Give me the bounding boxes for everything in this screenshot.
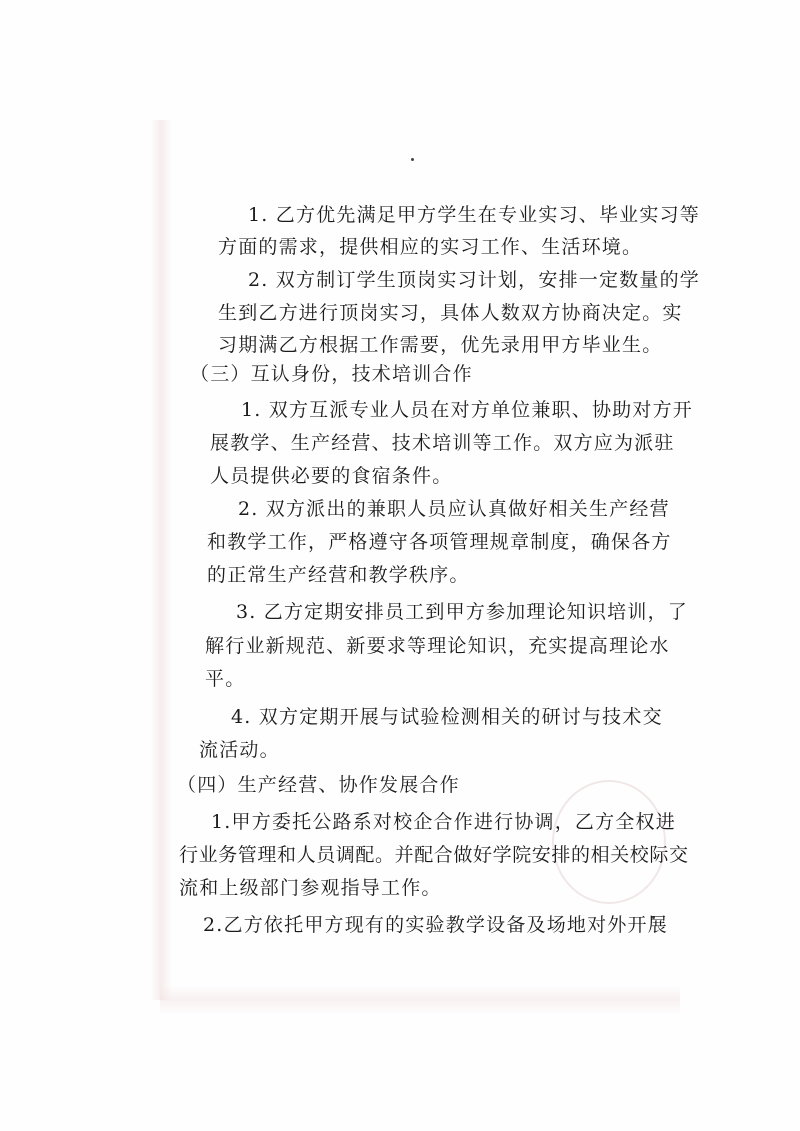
paragraph-line: 2.乙方依托甲方现有的实验教学设备及场地对外开展 [203,914,668,936]
paragraph-line: 和教学工作，严格遵守各项管理规章制度，确保各方 [207,531,672,553]
paragraph-line: 生到乙方进行顶岗实习，具体人数双方协商决定。实 [218,302,683,324]
section-heading-3: （三）互认身份，技术培训合作 [190,363,473,385]
section-heading-4: （四）生产经营、协作发展合作 [177,774,460,796]
paragraph-line: 行业务管理和人员调配。并配合做好学院安排的相关校际交 [179,844,689,866]
paragraph-line: 习期满乙方根据工作需要，优先录用甲方毕业生。 [218,334,663,356]
paragraph-line: 1. 乙方优先满足甲方学生在专业实习、毕业实习等 [248,204,700,226]
paragraph-line: 2. 双方派出的兼职人员应认真做好相关生产经营 [238,498,670,520]
paragraph-line: 方面的需求，提供相应的实习工作、生活环境。 [218,236,643,258]
paragraph-line: 的正常生产经营和教学秩序。 [207,564,470,586]
faded-seal-mark [552,780,666,904]
paragraph-line: 人员提供必要的食宿条件。 [210,465,453,487]
paragraph-line: 展教学、生产经营、技术培训等工作。双方应为派驻 [210,432,675,454]
paragraph-line: 1.甲方委托公路系对校企合作进行协调，乙方全权进 [211,811,676,833]
scan-speck [411,158,414,161]
paragraph-line: 流活动。 [199,739,280,761]
paragraph-line: 流和上级部门参观指导工作。 [179,877,442,899]
paragraph-line: 4. 双方定期开展与试验检测相关的研讨与技术交 [231,706,663,728]
paragraph-line: 平。 [205,668,246,690]
paragraph-line: 2. 双方制订学生顶岗实习计划，安排一定数量的学 [248,269,700,291]
paragraph-line: 1. 双方互派专业人员在对方单位兼职、协助对方开 [241,399,693,421]
paragraph-line: 3. 乙方定期安排员工到甲方参加理论知识培训，了 [236,601,688,623]
paragraph-line: 解行业新规范、新要求等理论知识，充实提高理论水 [205,635,670,657]
scan-shadow-left [150,120,172,1000]
scan-shadow-bottom [160,985,680,1015]
